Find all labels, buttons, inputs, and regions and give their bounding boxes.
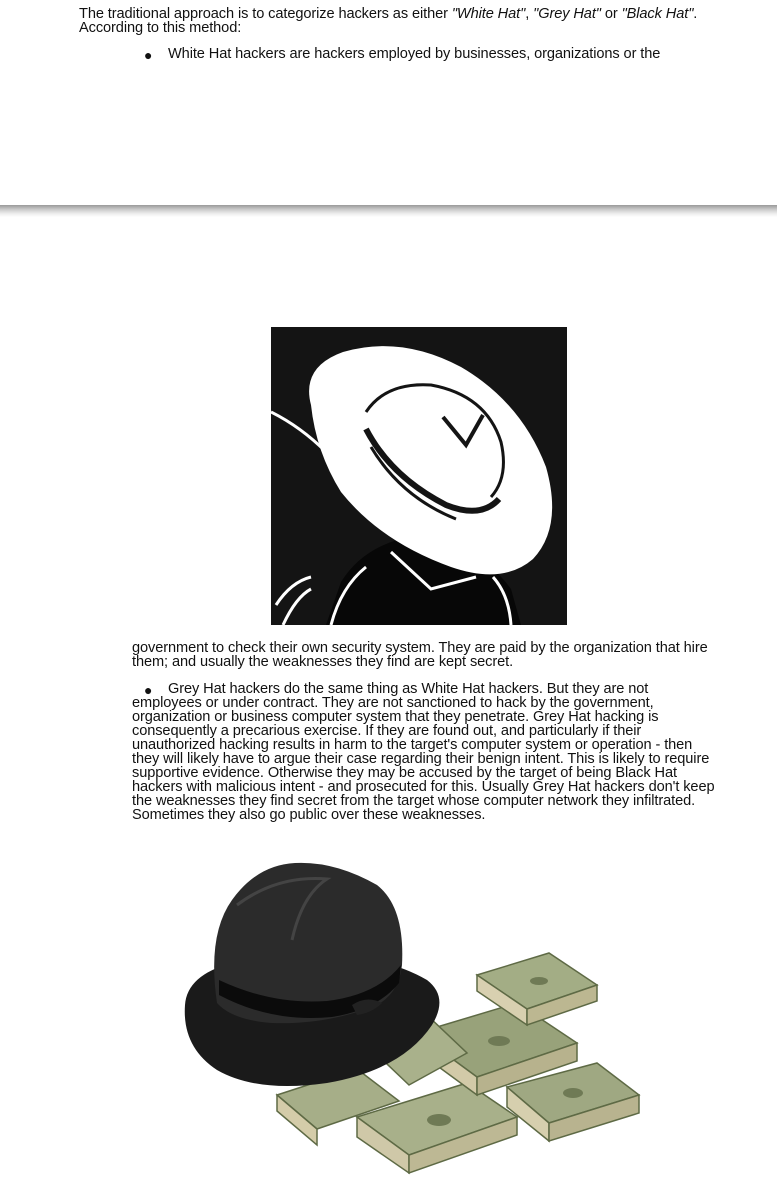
page-break-divider bbox=[0, 205, 777, 217]
grey-hat-term: "Grey Hat" bbox=[533, 6, 601, 22]
intro-separator: or bbox=[600, 6, 622, 22]
grey-hat-paragraph: Grey Hat hackers do the same thing as White Hat hackers. But they are not employees or under contract. They are not sanctioned to hack by the government, organization or business computer system that they penetrate. Grey Hat hacking is consequently a precarious exercise. If they are found out, and particularly if their unauthorized hacking results in harm to the target's computer system or operation - then they will likely have to argue their case regarding their benign intent. This is likely to require supportive evidence. Otherwise they may be accused by the target of being Black Hat hackers with malicious intent - and prosecuted for this. Usually Grey Hat hackers don't keep the weaknesses they find secret from the target whose computer network they infiltrated. Sometimes they also go public over these weaknesses. bbox=[132, 681, 715, 823]
bullet-point: ● bbox=[144, 47, 153, 63]
white-hat-term: "White Hat" bbox=[451, 6, 526, 22]
intro-paragraph bbox=[79, 7, 719, 35]
intro-separator: , bbox=[525, 6, 534, 22]
bullet-point: ● bbox=[144, 682, 153, 698]
black-fedora-hat-with-money-icon bbox=[177, 855, 661, 1185]
white-fedora-hat-icon bbox=[271, 327, 567, 625]
black-hat-term: "Black Hat" bbox=[621, 6, 694, 22]
white-hat-text-line1: White Hat hackers are hackers employed by businesses, organizations or the bbox=[168, 46, 661, 62]
intro-text: The traditional approach is to categorize hackers as either bbox=[79, 6, 452, 22]
white-hat-text-continued: government to check their own security system. They are paid by the organization that hire them; and usually the weaknesses they find are kept secret. bbox=[132, 640, 708, 670]
intro-text-end: . According to this method: bbox=[79, 6, 698, 36]
